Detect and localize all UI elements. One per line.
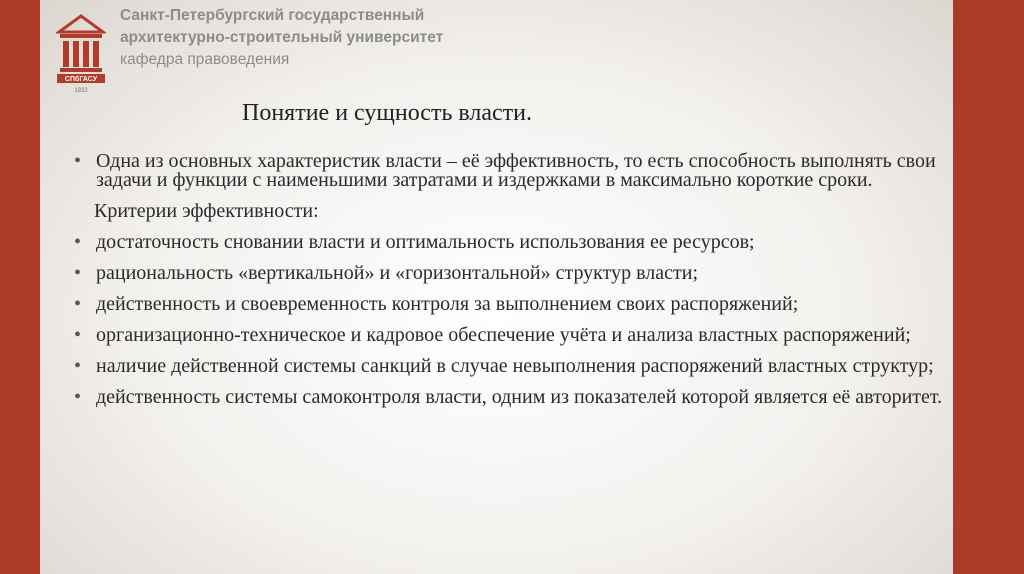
department-name: кафедра правоведения: [120, 51, 290, 68]
criteria-item: [74, 233, 954, 252]
bullet: •: [74, 324, 82, 346]
bullet: •: [74, 386, 82, 408]
criteria-item: [74, 326, 954, 345]
slide-content: [74, 152, 954, 419]
university-name-line2: архитектурно-строительный университет: [120, 29, 444, 46]
slide-title: Понятие и сущность власти.: [242, 100, 533, 126]
criteria-text: достаточность сновании власти и оптимальность использования ее ресурсов;: [96, 231, 755, 253]
logo-text: СПбГАСУ: [64, 76, 98, 83]
university-name-line1: Санкт-Петербургский государственный: [120, 7, 425, 24]
criteria-item: [74, 357, 954, 376]
criteria-heading: Критерии эффективности:: [94, 200, 319, 222]
criteria-item: [74, 388, 954, 407]
bullet: •: [74, 262, 82, 284]
criteria-item: [74, 264, 954, 283]
criteria-text: наличие действенной системы санкций в случае невыполнения распоряжений властных структур;: [96, 355, 934, 377]
bullet: •: [74, 150, 82, 172]
university-header: [120, 5, 443, 71]
bullet: •: [74, 293, 82, 315]
criteria-item: [74, 295, 954, 314]
intro-text: Одна из основных характеристик власти – её эффективность, то есть способность выполнять свои задачи и функции с наименьшими затратами и издержками в максимально короткие сроки.: [96, 150, 936, 191]
criteria-text: действенность системы самоконтроля власти, одним из показателей которой является её авторитет.: [96, 386, 943, 408]
bullet: •: [74, 355, 82, 377]
intro-item: [74, 152, 954, 190]
university-logo: [56, 10, 106, 96]
logo-year: 1832: [74, 88, 88, 94]
criteria-text: рациональность «вертикальной» и «горизонтальной» структур власти;: [96, 262, 699, 284]
criteria-text: действенность и своевременность контроля за выполнением своих распоряжений;: [96, 293, 799, 315]
criteria-text: организационно-техническое и кадровое обеспечение учёта и анализа властных распоряжений;: [96, 324, 911, 346]
bullet: •: [74, 231, 82, 253]
